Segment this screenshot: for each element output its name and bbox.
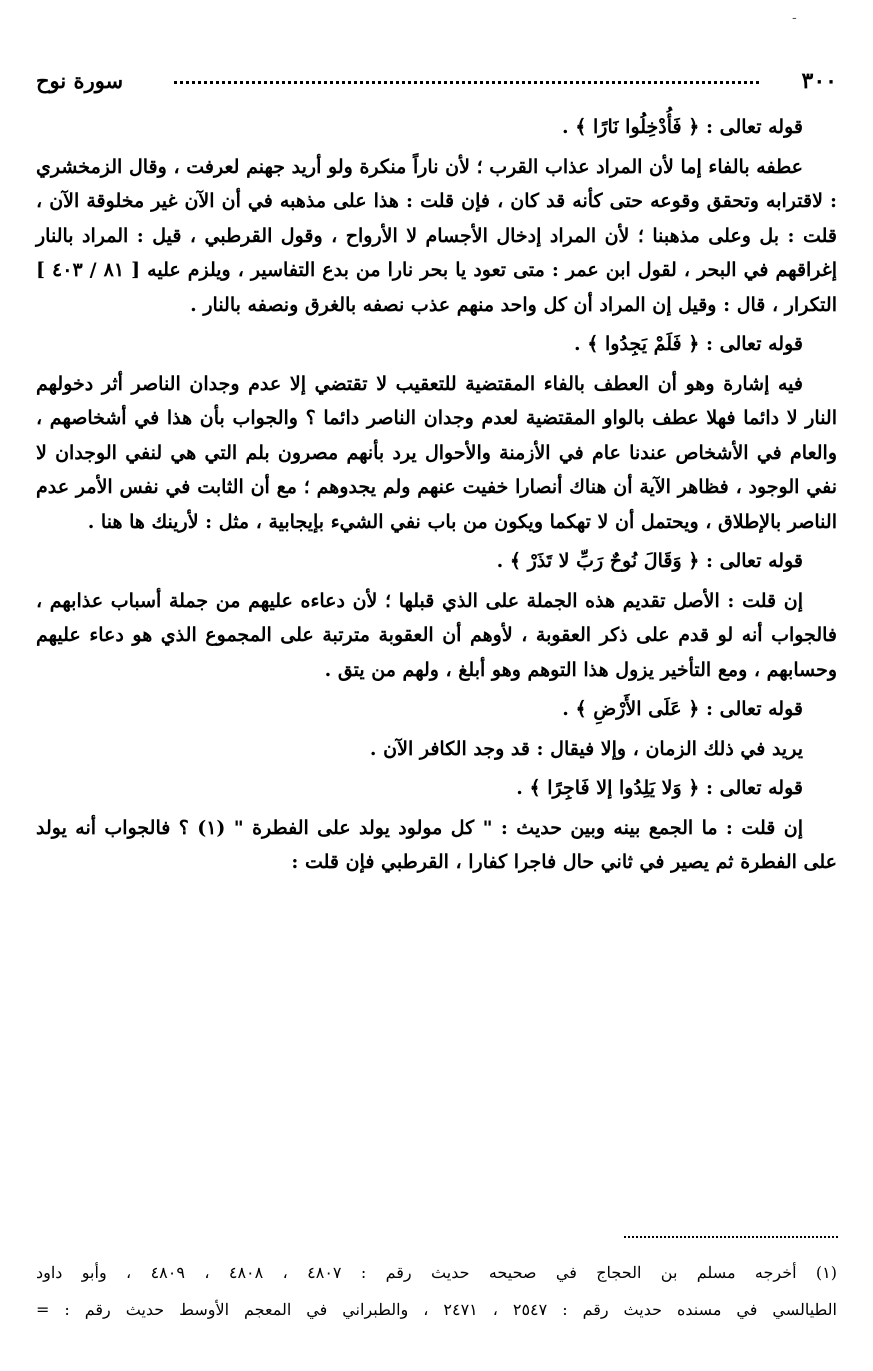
quran-verse: ﴿ عَلَى الأَرْضِ ﴾	[575, 698, 700, 720]
corner-mark: -	[792, 10, 797, 26]
verse-heading	[36, 692, 837, 727]
commentary-paragraph: إن قلت : ما الجمع بينه وبين حديث : " كل مولود يولد على الفطرة " (١) ؟ فالجواب أنه يولد على الفطرة ثم يصير في ثاني حال فاجرا كفارا ، القرطبي فإن قلت :	[36, 816, 837, 873]
verse-heading	[36, 771, 837, 806]
footnotes	[36, 1254, 837, 1328]
page-number: ٣٠٠	[801, 68, 837, 94]
footnote-separator	[624, 1236, 838, 1238]
main-text	[36, 110, 837, 885]
verse-heading	[36, 327, 837, 362]
quran-verse: ﴿ وَلا يَلِدُوا إلا فَاجِرًا ﴾	[529, 777, 700, 799]
heading-prefix: قوله تعالى :	[706, 333, 803, 355]
heading-suffix: .	[562, 116, 569, 138]
heading-suffix: .	[496, 550, 504, 572]
quran-verse: ﴿ وَقَالَ نُوحٌ رَبِّ لا تَذَرْ ﴾	[509, 550, 700, 572]
commentary-paragraph: عطفه بالفاء إما لأن المراد عذاب القرب ؛ لأن ناراً منكرة ولو أريد جهنم لعرفت ، وقال الزمخشري : لاقترابه وتحقق وقوعه حتى كأنه قد كان ، فإن قلت : هذا على مذهبه في أن الآن غير مخلوقة الآن ، قلت : بل وعلى مذهبنا ؛ لأن المراد إدخال الأجسام لا الأرواح ، وقول القرطبي ، قيل : المراد بالنار إغراقهم في البحر ، لقول ابن عمر : متى تعود يا بحر نارا من بدع التفاسير ، ويلزم عليه [ ٨١ / ٤٠٣ ] التكرار ، قال : وقيل إن المراد أن كل واحد منهم عذب نصفه بالغرق ونصفه بالنار .	[36, 155, 838, 316]
heading-prefix: قوله تعالى :	[706, 550, 803, 572]
commentary-paragraph: فيه إشارة وهو أن العطف بالفاء المقتضية للتعقيب لا تقتضي إلا عدم وجدان الناصر أثر دخولهم النار لا دائما فهلا عطف بالواو المقتضية لعدم وجدان الناصر دائما ؟ والجواب بأن هذا في أشخاصهم ، والعام في الأشخاص عندنا عام في الأزمنة والأحوال يرد بأنهم مصرون بلم التي هي لنفي الوجدان لا نفي الوجود ، فظاهر الآية أن هناك أنصارا خفيت عنهم ولم يجدوهم ؛ مع أن الثابت في نفس الأمر عدم الناصر بالإطلاق ، ويحتمل أن لا تهكما ويكون من باب نفي الشيء بإيجابية ، مثل : لأرينك ها هنا .	[36, 372, 837, 533]
quran-verse: ﴿ فَلَمْ يَجِدُوا ﴾	[587, 333, 700, 355]
heading-suffix: .	[574, 333, 581, 355]
header-dotted-rule	[174, 81, 759, 84]
heading-suffix: .	[562, 698, 569, 720]
heading-prefix: قوله تعالى :	[706, 777, 803, 799]
commentary-paragraph: يريد في ذلك الزمان ، وإلا فيقال : قد وجد الكافر الآن .	[369, 737, 803, 760]
surah-title: سورة نوح	[36, 68, 124, 93]
footnote-line: (١) أخرجه مسلم بن الحجاج في صحيحه حديث رقم : ٤٨٠٧ ، ٤٨٠٨ ، ٤٨٠٩ ، وأبو داود	[36, 1263, 837, 1282]
page-header	[36, 68, 837, 104]
verse-heading	[36, 544, 837, 579]
footnote-line: الطيالسي في مسنده حديث رقم : ٢٥٤٧ ، ٢٤٧١ ، والطبراني في المعجم الأوسط حديث رقم : =	[36, 1300, 837, 1319]
quran-verse: ﴿ فَأُدْخِلُوا نَارًا ﴾	[575, 116, 700, 138]
verse-heading	[36, 110, 837, 145]
heading-suffix: .	[516, 777, 523, 799]
heading-prefix: قوله تعالى :	[706, 116, 803, 138]
commentary-paragraph: إن قلت : الأصل تقديم هذه الجملة على الذي قبلها ؛ لأن دعاءه عليهم من جملة أسباب عذابهم ، فالجواب أنه لو قدم على ذكر العقوبة ، لأوهم أن العقوبة مترتبة على المجموع الذي هو دعاء عليهم وحسابهم ، ومع التأخير يزول هذا التوهم وهو أبلغ ، ولهم من يتق .	[36, 589, 837, 681]
heading-prefix: قوله تعالى :	[706, 698, 803, 720]
